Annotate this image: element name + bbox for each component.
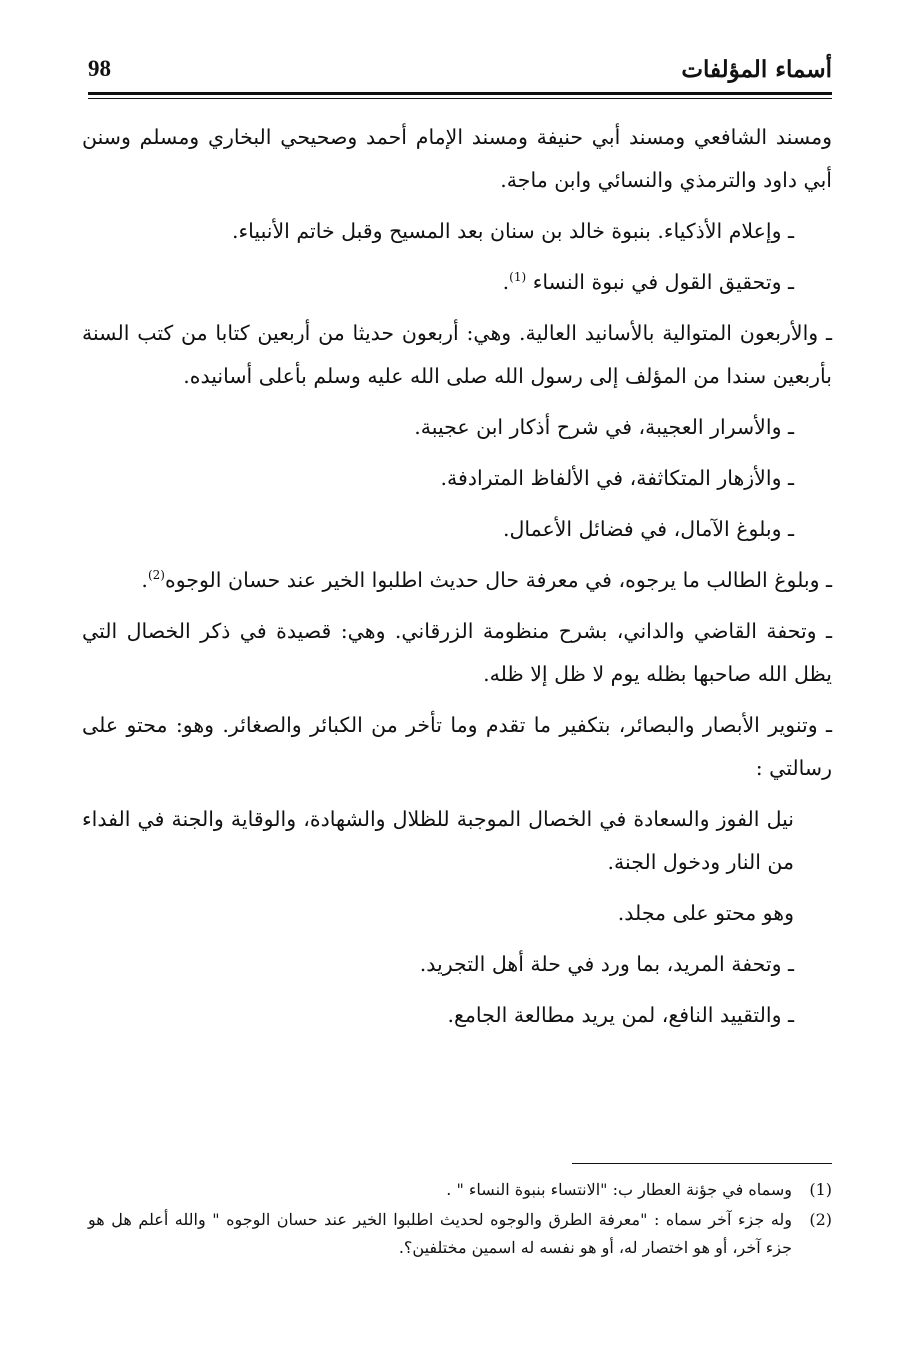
footnote-text: وسماه في جؤنة العطار ب: "الانتساء بنبوة النساء " . [446, 1180, 792, 1199]
paragraph: ـ والتقييد النافع، لمن يريد مطالعة الجامع. [447, 1003, 794, 1027]
footnote-text: وله جزء آخر سماه : "معرفة الطرق والوجوه لحديث اطلبوا الخير عند حسان الوجوه " والله أعلم هل هو جزء آخر، أو هو اختصار له، أو هو نفسه له اسمين مختلفين؟. [88, 1210, 792, 1257]
paragraph: ـ وتحفة المريد، بما ورد في حلة أهل التجريد. [419, 952, 794, 976]
running-title: أسماء المؤلفات [681, 56, 832, 83]
paragraph: ـ والأزهار المتكاثفة، في الألفاظ المترادفة. [440, 466, 794, 490]
footnote-separator [572, 1163, 832, 1164]
header-rule-thick [88, 92, 832, 95]
footnote-ref: (2) [147, 568, 165, 583]
paragraph: ـ والأسرار العجيبة، في شرح أذكار ابن عجيبة. [414, 415, 794, 439]
footnote-number: (1) [809, 1180, 832, 1199]
footnote-number: (2) [809, 1210, 832, 1229]
paragraph: وهو محتو على مجلد. [617, 901, 794, 925]
paragraph: ـ وبلوغ الطالب ما يرجوه، في معرفة حال حديث اطلبوا الخير عند حسان الوجوه$^{(2)}$. [141, 568, 832, 592]
header-rule-thin [88, 98, 832, 99]
paragraph: ـ والأربعون المتوالية بالأسانيد العالية. وهي: أربعون حديثا من أربعين كتابا من كتب السنة بأربعين سندا من المؤلف إلى رسول الله صلى الله عليه وسلم بأعلى أسانيده. [82, 321, 832, 388]
paragraph: نيل الفوز والسعادة في الخصال الموجبة للظلال والشهادة، والوقاية والجنة في الفداء من النار ودخول الجنة. [82, 807, 794, 874]
paragraph: ومسند الشافعي ومسند أبي حنيفة ومسند الإمام أحمد وصحيحي البخاري ومسلم وسنن أبي داود والترمذي والنسائي وابن ماجة. [82, 125, 832, 192]
footnote [88, 1206, 832, 1262]
paragraph: ـ وتحقيق القول في نبوة النساء $^{(1)}$. [502, 270, 794, 294]
footnote [88, 1176, 832, 1204]
paragraph: ـ وتحفة القاضي والداني، بشرح منظومة الزرقاني. وهي: قصيدة في ذكر الخصال التي يظل الله صاحبها بظله يوم لا ظل إلا ظله. [82, 619, 832, 686]
main-text [82, 116, 832, 1045]
paragraph: ـ وبلوغ الآمال، في فضائل الأعمال. [503, 517, 794, 541]
page-header [88, 56, 832, 92]
page-number: 98 [88, 56, 111, 81]
paragraph: ـ وتنوير الأبصار والبصائر، بتكفير ما تقدم وما تأخر من الكبائر والصغائر. وهو: محتو على رسالتي : [82, 713, 832, 780]
footnote-ref: (1) [509, 270, 527, 285]
footnotes [88, 1176, 832, 1264]
paragraph: ـ وإعلام الأذكياء. بنبوة خالد بن سنان بعد المسيح وقبل خاتم الأنبياء. [231, 219, 794, 243]
